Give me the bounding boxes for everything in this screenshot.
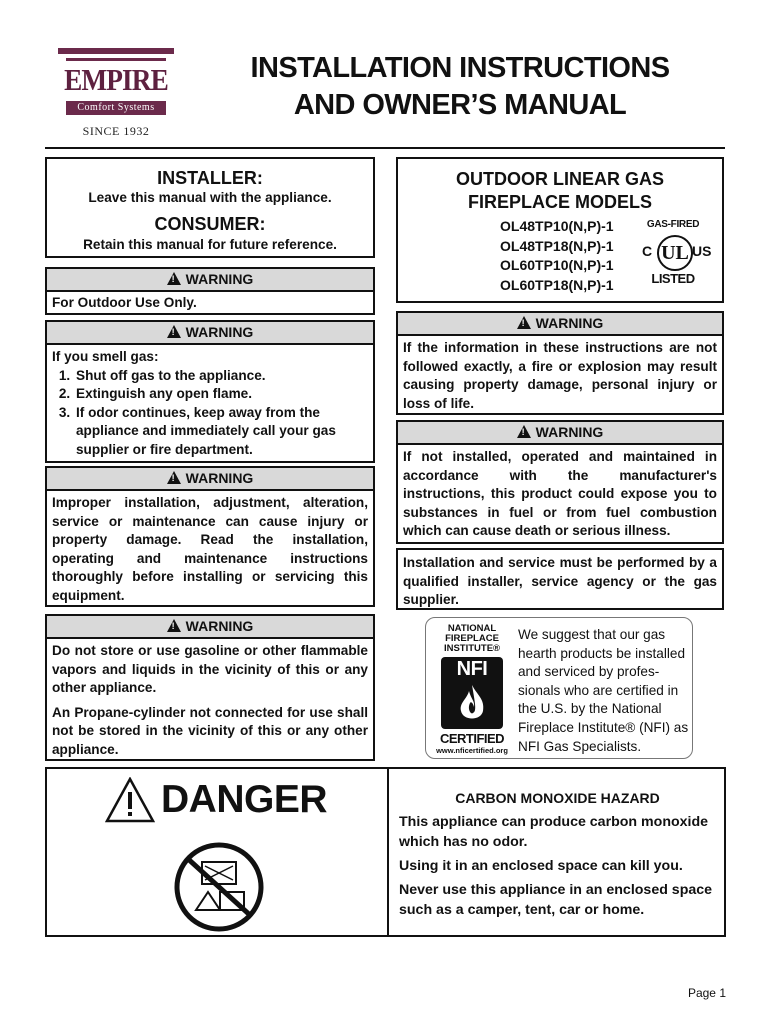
nfi-url: www.nficertified.org: [436, 746, 508, 755]
model-number: OL60TP18(N,P)-1: [500, 276, 614, 293]
installer-consumer-box: [45, 157, 375, 258]
nfi-box: [425, 617, 693, 759]
smell-gas-intro: If you smell gas:: [52, 349, 159, 364]
ul-c: C: [642, 243, 653, 259]
co-hazard-heading: CARBON MONOXIDE HAZARD: [455, 790, 660, 806]
warning-gasoline-text: [47, 639, 373, 760]
danger-label: DANGER: [161, 778, 328, 821]
installer-heading: INSTALLER:: [157, 168, 263, 188]
ul-logo-icon: UL: [657, 235, 693, 271]
co-hazard-line: This appliance can produce carbon monoxide which has no odor.: [399, 814, 709, 850]
installer-text: Leave this manual with the appliance.: [88, 190, 332, 205]
smell-gas-steps: [52, 367, 368, 460]
propane-paragraph: An Propane-cylinder not connected for use shall not be stored in the vicinity of this or any other appliance.: [52, 704, 368, 757]
co-hazard-line: Never use this appliance in an enclosed space such as a camper, tent, car or home.: [399, 882, 713, 918]
models-box: [396, 157, 724, 303]
nfi-text: We suggest that our gas hearth products be installed and serviced by profes-sionals who are certified in the U.S. by the National Fireplace Institute® (NFI) as NFI Gas Specialists.: [518, 627, 689, 754]
danger-box: [45, 767, 726, 937]
warning-improper-text: Improper installation, adjustment, alteration, service or maintenance can cause injury or property damage. Read the installation, operating and maintenance instructions thoroughly before installing or servicing this equipment.: [52, 495, 368, 603]
warning-header: !WARNING: [47, 468, 373, 491]
warning-triangle-icon: [517, 316, 531, 329]
warning-fire-explosion-text: If the information in these instructions are not followed exactly, a fire or explosion may result causing property damage, personal injury or loss of life.: [403, 340, 717, 411]
warning-outdoor-text: For Outdoor Use Only.: [52, 295, 197, 310]
model-number: OL60TP10(N,P)-1: [500, 257, 614, 273]
smell-gas-step: 1. Shut off gas to the appliance.: [74, 367, 368, 386]
consumer-heading: CONSUMER:: [154, 214, 266, 234]
warning-smell-gas-box: [45, 320, 375, 463]
warning-exposure-box: [396, 420, 724, 544]
warning-fire-explosion-box: [396, 311, 724, 415]
flame-icon: [441, 681, 503, 727]
models-heading-2: FIREPLACE MODELS: [467, 192, 652, 212]
warning-smell-gas-text: [47, 345, 373, 460]
co-hazard-text: [399, 812, 717, 924]
warning-header: !WARNING: [47, 616, 373, 639]
smell-gas-step: 2. Extinguish any open flame.: [74, 385, 368, 404]
warning-triangle-icon: [167, 619, 181, 632]
co-hazard-line: Using it in an enclosed space can kill you.: [399, 858, 683, 874]
page-number: Page 1: [687, 986, 726, 1000]
gasoline-paragraph: Do not store or use gasoline or other flammable vapors and liquids in the vicinity of this or any other appliance.: [52, 643, 368, 696]
ul-listed-mark: [642, 219, 712, 289]
title-line-1: INSTALLATION INSTRUCTIONS: [250, 52, 670, 84]
logo-brand: EMPIRE: [64, 62, 168, 97]
model-number: OL48TP10(N,P)-1: [500, 218, 614, 234]
title-line-2: AND OWNER’S MANUAL: [293, 89, 627, 121]
smell-gas-step: 3. If odor continues, keep away from the appliance and immediately call your gas supplier or fire department.: [74, 404, 368, 460]
nfi-logo-line: NATIONAL: [447, 623, 497, 634]
warning-outdoor-box: [45, 267, 375, 315]
logo-tagline: Comfort Systems: [66, 101, 166, 115]
warning-triangle-icon: [167, 471, 181, 484]
warning-triangle-icon: [517, 425, 531, 438]
empire-logo: [52, 46, 180, 146]
logo-top-bar: [58, 48, 174, 54]
nfi-flame-badge: [441, 657, 503, 729]
warning-header: !WARNING: [398, 422, 722, 445]
warning-header: !WARNING: [398, 313, 722, 336]
warning-triangle-icon: [167, 325, 181, 338]
warning-header: !WARNING: [47, 269, 373, 292]
warning-gasoline-box: [45, 614, 375, 761]
nfi-certified: CERTIFIED: [439, 731, 505, 746]
ul-gas-fired: GAS-FIRED: [646, 219, 700, 230]
nfi-badge-text: NFI: [456, 658, 488, 680]
qualified-installer-box: [396, 548, 724, 610]
no-enclosed-space-icon: [172, 840, 266, 934]
models-heading-1: OUTDOOR LINEAR GAS: [455, 169, 664, 189]
logo-since: SINCE 1932: [82, 124, 150, 138]
nfi-logo: [434, 624, 510, 754]
qualified-installer-text: Installation and service must be performed by a qualified installer, service agency or the gas supplier.: [403, 555, 717, 608]
model-list: [500, 217, 614, 295]
consumer-text: Retain this manual for future reference.: [83, 237, 337, 252]
danger-triangle-icon: [105, 777, 155, 823]
nfi-logo-line: FIREPLACE: [445, 633, 499, 644]
warning-exposure-text: If not installed, operated and maintained in accordance with the manufacturer's instructions, this product could expose you to substances in fuel or from fuel combustion which can cause death or serious illness.: [403, 449, 717, 539]
warning-triangle-icon: [167, 272, 181, 285]
ul-us: US: [692, 243, 712, 259]
nfi-logo-line: INSTITUTE®: [443, 643, 501, 654]
title-divider: [45, 147, 725, 149]
logo-top-bar-thin: [66, 58, 166, 61]
model-number: OL48TP18(N,P)-1: [500, 237, 614, 254]
ul-listed: LISTED: [651, 271, 695, 286]
warning-improper-box: [45, 466, 375, 607]
warning-header: !WARNING: [47, 322, 373, 345]
page-title: [180, 50, 740, 124]
